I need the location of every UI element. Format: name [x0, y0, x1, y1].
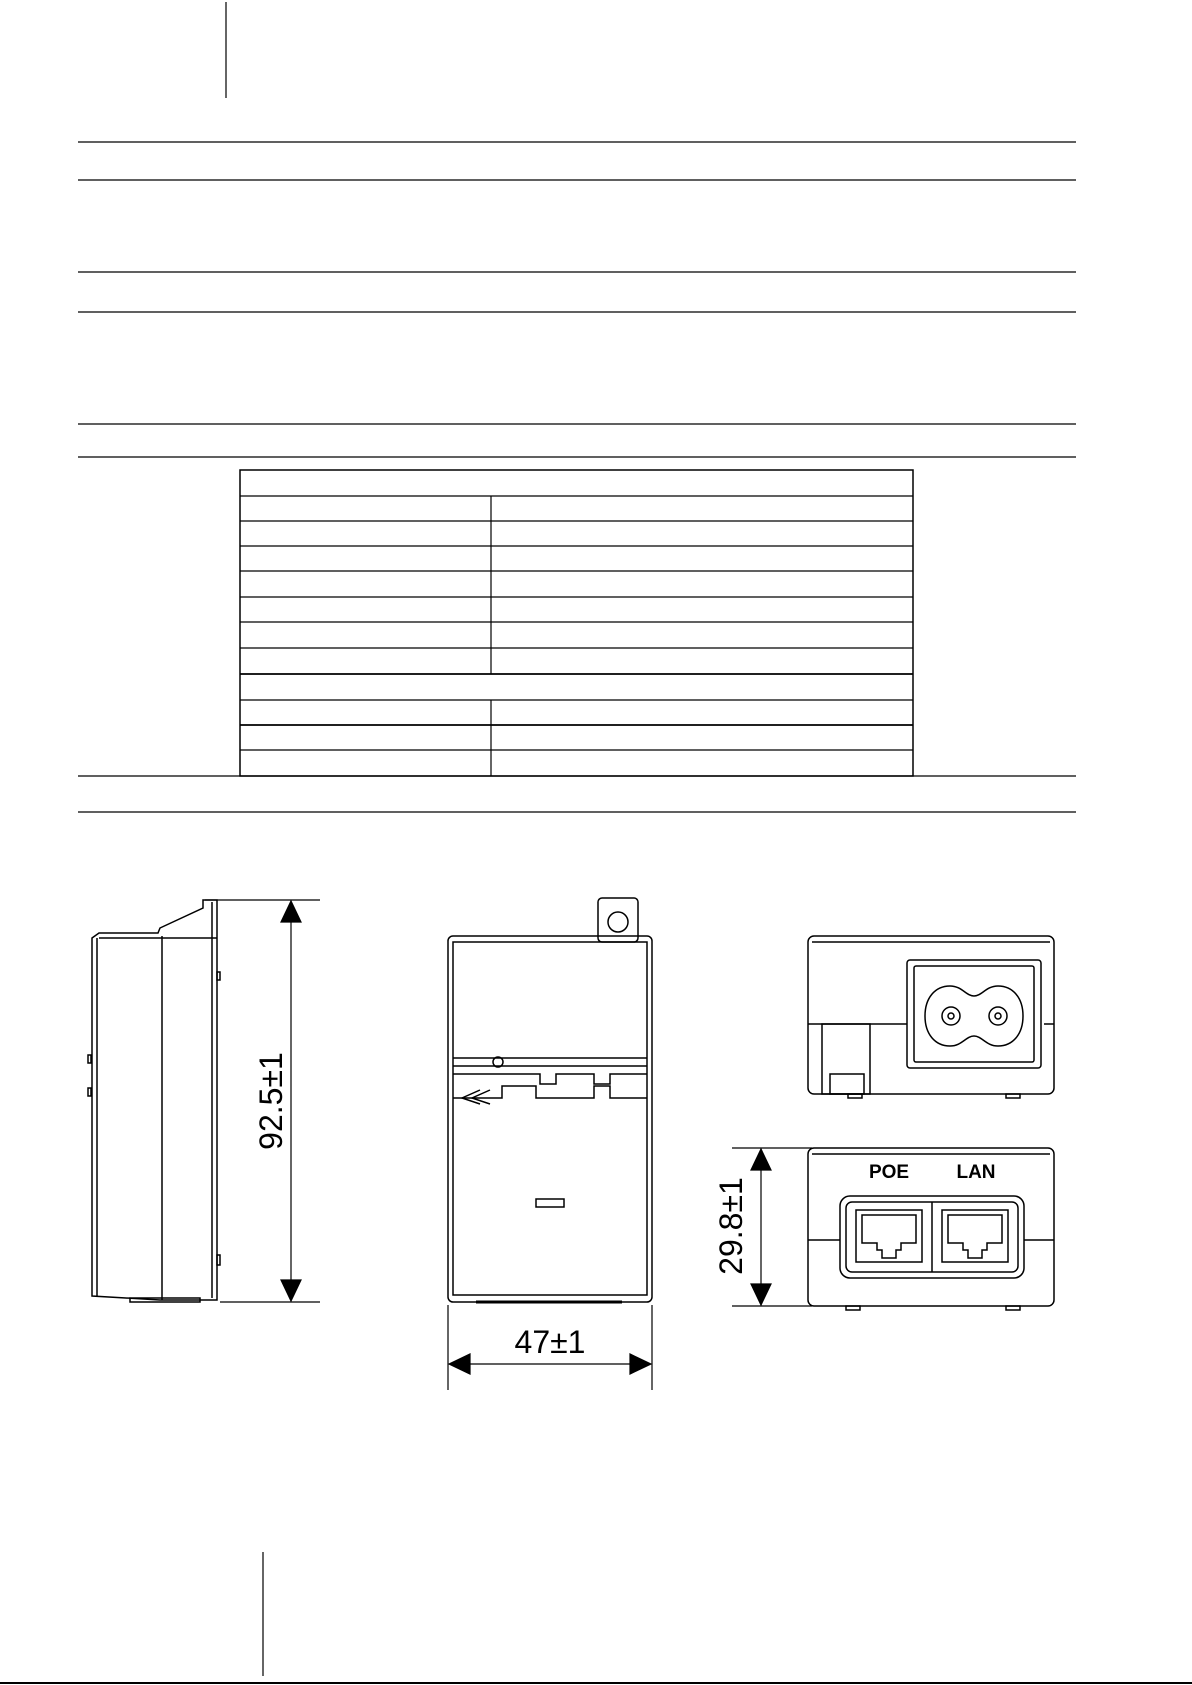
port-view [808, 1148, 1054, 1310]
led-indicator [536, 1199, 564, 1207]
side-view-outline [92, 900, 217, 1300]
height-dimension-label: 92.5±1 [253, 1052, 289, 1150]
side-view-clip [88, 1055, 91, 1063]
section-rules [78, 142, 1076, 812]
arrow-marking [462, 1090, 490, 1104]
arrowhead [281, 901, 301, 922]
width-dimension-label: 47±1 [514, 1324, 586, 1360]
inlet-side-clip [830, 1074, 864, 1094]
side-view-clip [217, 972, 220, 980]
port-foot [1006, 1306, 1020, 1310]
inlet-recess [907, 960, 1041, 1068]
side-view-clip [88, 1088, 91, 1096]
inlet-pin [995, 1013, 1001, 1019]
c8-inlet-socket [925, 986, 1023, 1046]
inlet-foot [1006, 1094, 1020, 1098]
inlet-foot [848, 1094, 862, 1098]
port-label-poe: POE [868, 1162, 910, 1183]
front-view-outline [448, 936, 652, 1302]
side-view-drawing [88, 900, 220, 1302]
ac-inlet-view [808, 936, 1054, 1098]
latch-slot [453, 1086, 647, 1098]
rj45-jack-lan [942, 1210, 1008, 1262]
inlet-recess-inner [914, 966, 1034, 1062]
rj45-jack-poe-latch [862, 1215, 916, 1258]
port-label-lan: LAN [956, 1162, 996, 1183]
arrowhead [449, 1354, 470, 1374]
arrowhead [630, 1354, 651, 1374]
rj45-jack-poe [856, 1210, 922, 1262]
table-border [240, 470, 913, 776]
front-view-drawing [448, 898, 652, 1302]
rj45-jack-lan-latch [948, 1215, 1002, 1258]
side-view-clip [217, 1255, 220, 1265]
inlet-pin [989, 1007, 1007, 1025]
mounting-hole [608, 912, 628, 932]
inlet-pin [942, 1007, 960, 1025]
port-foot [846, 1306, 860, 1310]
depth-dimension-label: 29.8±1 [713, 1177, 749, 1275]
port-view-outline [808, 1148, 1054, 1306]
arrowhead [751, 1284, 771, 1305]
spec-table [240, 470, 913, 776]
latch-slot [453, 1074, 647, 1084]
arrowhead [751, 1149, 771, 1170]
inlet-pin [948, 1013, 954, 1019]
inlet-side-clip [822, 1024, 870, 1094]
front-view-inner [453, 942, 647, 1295]
arrowhead [281, 1280, 301, 1301]
